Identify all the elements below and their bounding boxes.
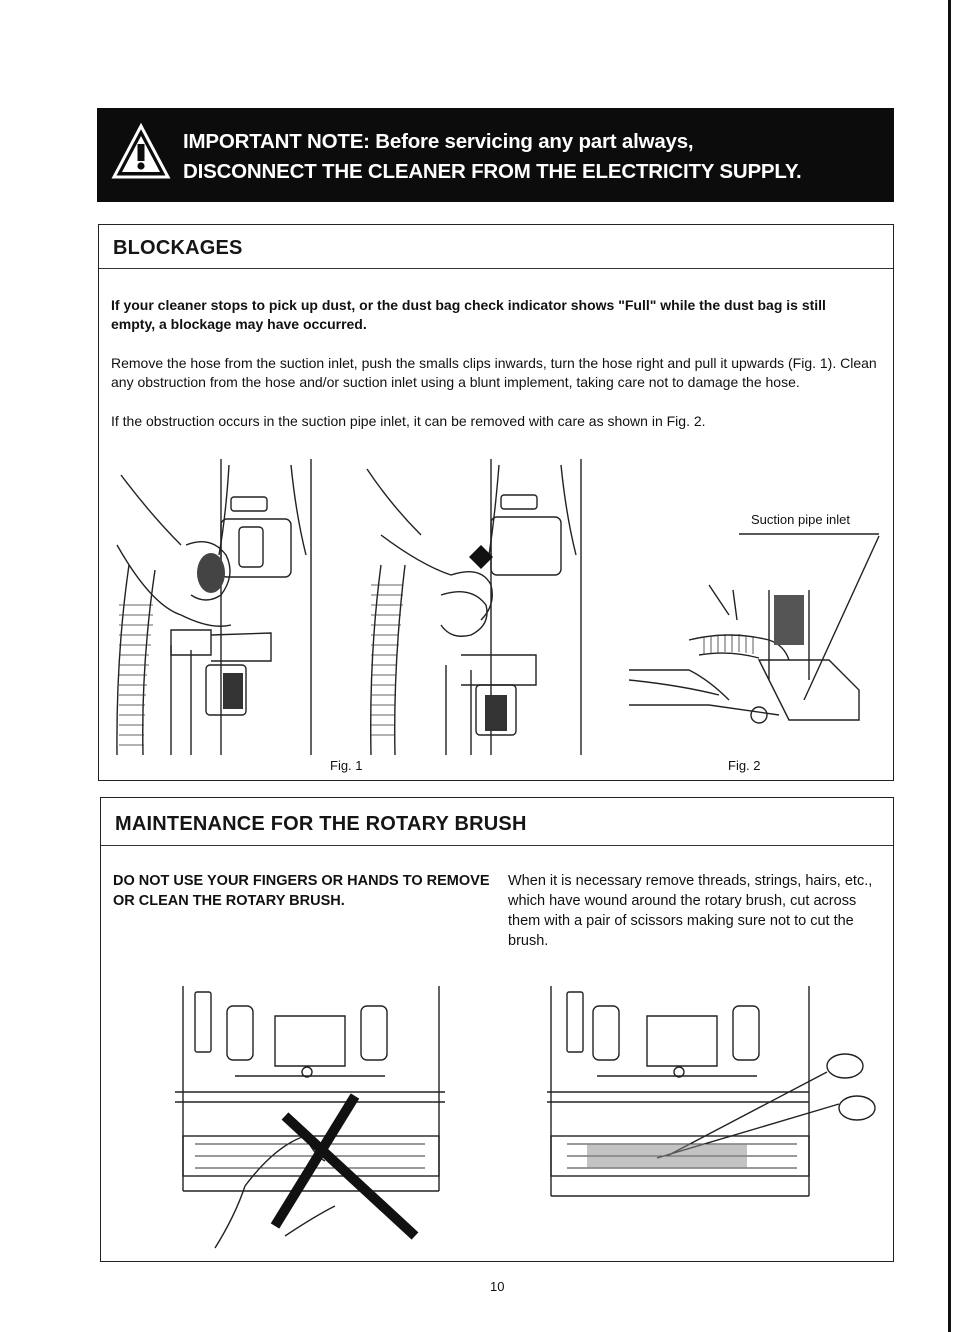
cut-with-scissors-illustration (547, 986, 877, 1211)
fig1-remove-hose-illustration (111, 455, 321, 765)
blockages-intro: If your cleaner stops to pick up dust, or the dust bag check indicator shows "Full" while the dust bag is still empty, a blockage may have occurred. (111, 297, 826, 332)
maintenance-section (100, 797, 894, 1262)
banner-line-1: IMPORTANT NOTE: Before servicing any part always, (183, 130, 694, 153)
blockages-header (99, 225, 893, 269)
blockages-paragraph-2: If the obstruction occurs in the suction pipe inlet, it can be removed with care as shown in Fig. 2. (111, 413, 706, 429)
blockages-section (98, 224, 894, 781)
fig1-turn-hose-illustration (361, 455, 591, 765)
blockages-title: BLOCKAGES (113, 237, 243, 259)
do-not-use-hands-illustration (175, 986, 445, 1251)
warning-triangle-icon (111, 122, 171, 182)
fig2-caption: Fig. 2 (728, 758, 761, 773)
fig1-caption: Fig. 1 (330, 758, 363, 773)
maintenance-warning: DO NOT USE YOUR FINGERS OR HANDS TO REMOVE OR CLEAN THE ROTARY BRUSH. (113, 873, 490, 909)
important-note-banner (97, 108, 894, 202)
maintenance-title: MAINTENANCE FOR THE ROTARY BRUSH (115, 813, 527, 835)
fig2-suction-pipe-illustration (629, 530, 887, 760)
maintenance-header (101, 798, 893, 846)
blockages-paragraph-1: Remove the hose from the suction inlet, push the smalls clips inwards, turn the hose right and pull it upwards (Fig. 1). Clean any obstruction from the hose and/or suction inlet using a blunt implement, taking care not to damage the hose. (111, 355, 877, 390)
fig2-suction-pipe-label: Suction pipe inlet (751, 512, 851, 527)
page-edge-rule (948, 0, 951, 1332)
maintenance-instructions: When it is necessary remove threads, strings, hairs, etc., which have wound around the rotary brush, cut across them with a pair of scissors making sure not to cut the brush. (508, 873, 873, 949)
banner-line-2: DISCONNECT THE CLEANER FROM THE ELECTRICITY SUPPLY. (183, 160, 802, 183)
page-number: 10 (490, 1279, 505, 1294)
